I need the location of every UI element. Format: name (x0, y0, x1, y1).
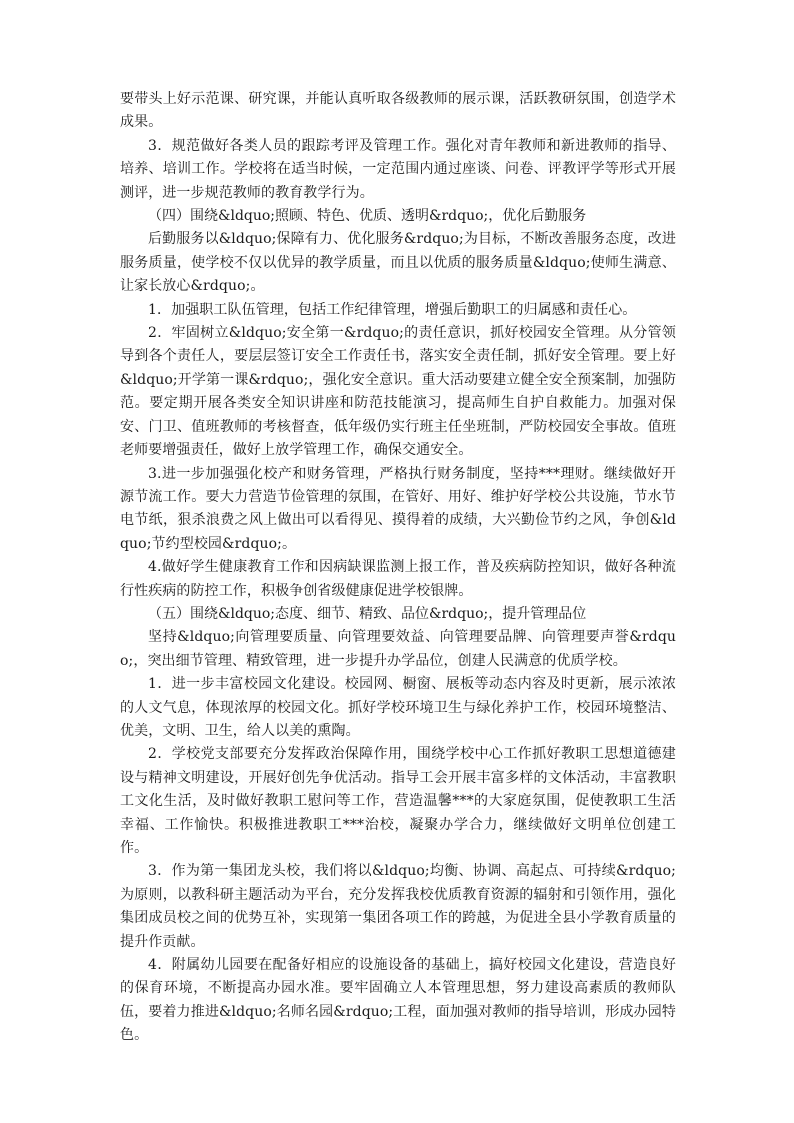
paragraph-item-4-health: 4.做好学生健康教育工作和因病缺课监测上报工作，普及疾病防控知识，做好各种流行性疾病的防控工作，积极争创省级健康促进学校银牌。 (120, 559, 676, 599)
paragraph-item-3-evaluation: 3．规范做好各类人员的跟踪考评及管理工作。强化对青年教师和新进教师的指导、培养、培训工作。学校将在适当时候，一定范围内通过座谈、问卷、评教评学等形式开展测评，进一步规范教师的教育教学行为。 (120, 137, 676, 201)
document-page (120, 88, 676, 1048)
paragraph-item-1-staff: 1．加强职工队伍管理，包括工作纪律管理，增强后勤职工的归属感和责任心。 (148, 301, 637, 318)
section-heading-5: （五）围绕&ldquo;态度、细节、精致、品位&rdquo;，提升管理品位 (148, 605, 587, 622)
paragraph-item-2-safety: 2．牢固树立&ldquo;安全第一&rdquo;的责任意识，抓好校园安全管理。从分管领导到各个责任人，要层层签订安全工作责任书，落实安全责任制，抓好安全管理。要上好&ldquo;开学第一课&rdquo;，强化安全意识。重大活动要建立健全安全预案制，加强防范。要定期开展各类安全知识讲座和防范技能演习，提高师生自护自救能力。加强对保安、门卫、值班教师的考核督查，低年级仍实行班主任坐班制，严防校园安全事故。值班老师要增强责任，做好上放学管理工作，确保交通安全。 (120, 325, 676, 459)
paragraph-item-1-culture: 1．进一步丰富校园文化建设。校园网、橱窗、展板等动态内容及时更新，展示浓浓的人文气息，体现浓厚的校园文化。抓好学校环境卫生与绿化养护工作，校园环境整洁、优美，文明、卫生，给人以美的熏陶。 (120, 676, 676, 739)
section-heading-4: （四）围绕&ldquo;照顾、特色、优质、透明&rdquo;，优化后勤服务 (148, 208, 587, 225)
paragraph-management-intro: 坚持&ldquo;向管理要质量、向管理要效益、向管理要品牌、向管理要声誉&rdquo;，突出细节管理、精致管理，进一步提升办学品位，创建人民满意的优质学校。 (120, 629, 676, 669)
paragraph-item-3-group: 3．作为第一集团龙头校，我们将以&ldquo;均衡、协调、高起点、可持续&rdquo;为原则，以教科研主题活动为平台，充分发挥我校优质教育资源的辐射和引领作用，强化集团成员校之间的优势互补，实现第一集团各项工作的跨越，为促进全县小学教育质量的提升作贡献。 (120, 863, 676, 950)
paragraph-item-4-kindergarten: 4．附属幼儿园要在配备好相应的设施设备的基础上，搞好校园文化建设，营造良好的保育环境，不断提高办园水准。要牢固确立人本管理思想，努力建设高素质的教师队伍，要着力推进&ldquo;名师名园&rdquo;工程，面加强对教师的指导培训，形成办园特色。 (120, 957, 676, 1044)
paragraph-logistics-intro: 后勤服务以&ldquo;保障有力、优化服务&rdquo;为目标，不断改善服务态度，改进服务质量，使学校不仅以优异的教学质量，而且以优质的服务质量&ldquo;使师生满意、让家长放心&rdquo;。 (120, 231, 676, 295)
paragraph-item-2-party: 2．学校党支部要充分发挥政治保障作用，围绕学校中心工作抓好教职工思想道德建设与精神文明建设，开展好创先争优活动。指导工会开展丰富多样的文体活动，丰富教职工文化生活，及时做好教职工慰问等工作，营造温馨***的大家庭氛围，促使教职工生活幸福、工作愉快。积极推进教职工***治校，凝聚办学合力，继续做好文明单位创建工作。 (120, 746, 676, 856)
paragraph-item-3-finance: 3.进一步加强强化校产和财务管理，严格执行财务制度，坚持***理财。继续做好开源节流工作。要大力营造节俭管理的氛围，在管好、用好、维护好学校公共设施，节水节电节纸，狠杀浪费之风上做出可以看得见、摸得着的成绩，大兴勤俭节约之风，争创&ldquo;节约型校园&rdquo;。 (120, 465, 676, 552)
paragraph-continuation: 要带头上好示范课、研究课，并能认真听取各级教师的展示课，活跃教研氛围，创造学术成果。 (120, 91, 676, 131)
